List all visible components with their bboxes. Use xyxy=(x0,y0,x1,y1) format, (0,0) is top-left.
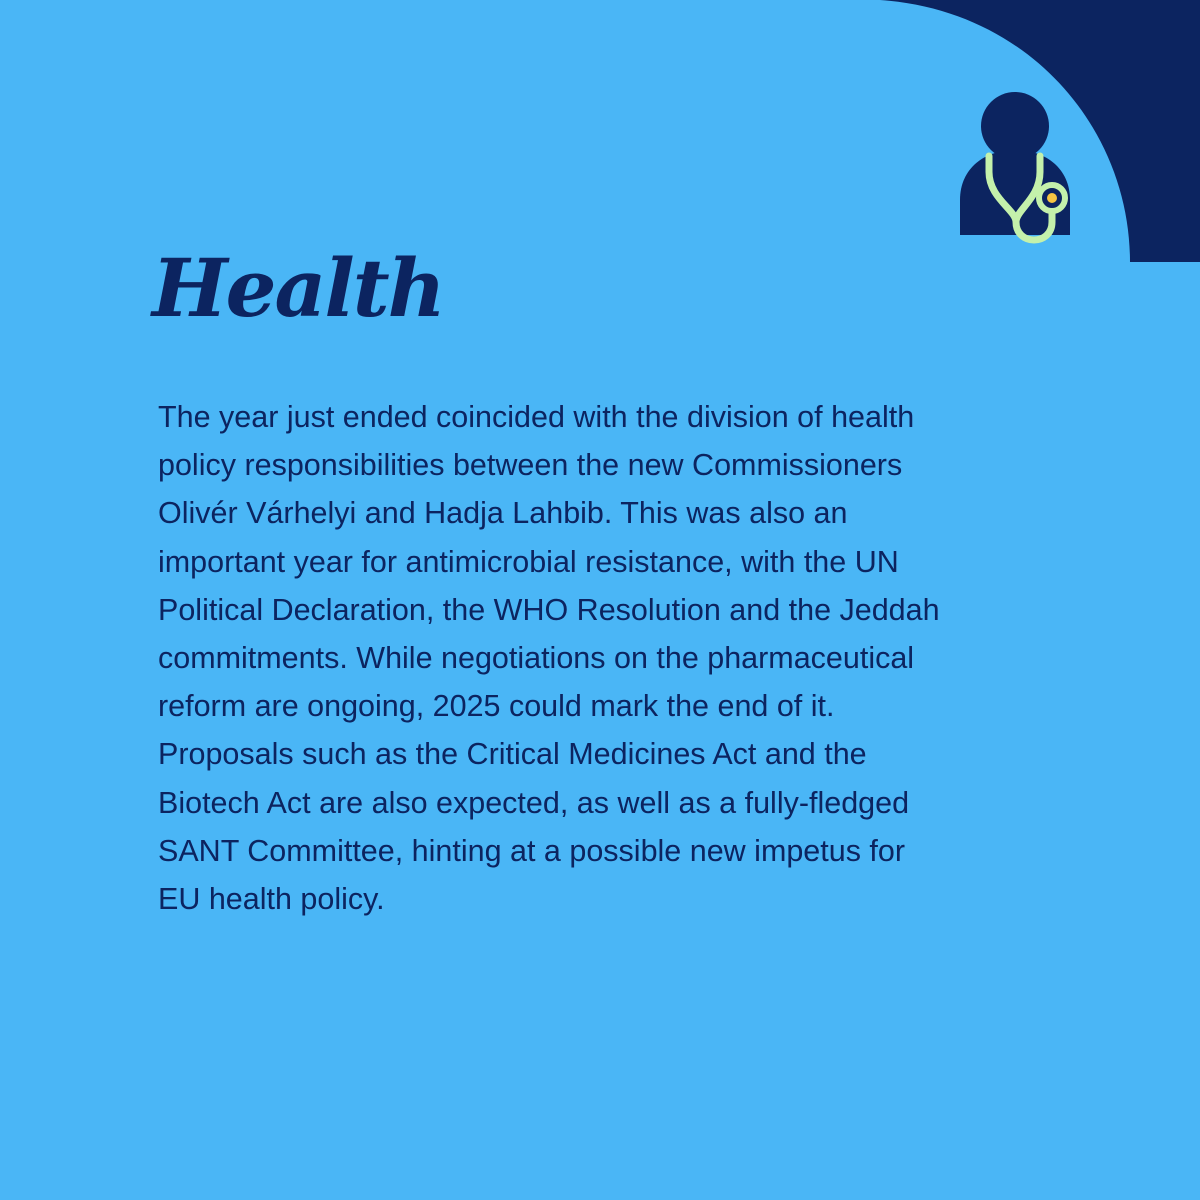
body-line: SANT Committee, hinting at a possible new impetus for xyxy=(158,833,906,868)
body-line: commitments. While negotiations on the pharmaceutical xyxy=(158,641,915,676)
body-line: Proposals such as the Critical Medicines Act and the xyxy=(158,737,867,772)
body-paragraph xyxy=(158,393,1058,923)
body-line: important year for antimicrobial resistance, with the UN xyxy=(158,544,899,579)
body-line: EU health policy. xyxy=(158,882,385,917)
body-line: policy responsibilities between the new Commissioners xyxy=(158,448,903,483)
page-title: Health xyxy=(152,241,444,335)
stethoscope-center-dot xyxy=(1047,193,1057,203)
body-line: Olivér Várhelyi and Hadja Lahbib. This was also an xyxy=(158,496,848,531)
body-line: Biotech Act are also expected, as well as a fully-fledged xyxy=(158,785,910,820)
doctor-stethoscope-icon xyxy=(950,90,1080,250)
body-line: Political Declaration, the WHO Resolution and the Jeddah xyxy=(158,592,940,627)
body-line: The year just ended coincided with the division of health xyxy=(158,400,915,434)
doctor-head xyxy=(981,92,1049,160)
body-line: reform are ongoing, 2025 could mark the end of it. xyxy=(158,689,835,724)
